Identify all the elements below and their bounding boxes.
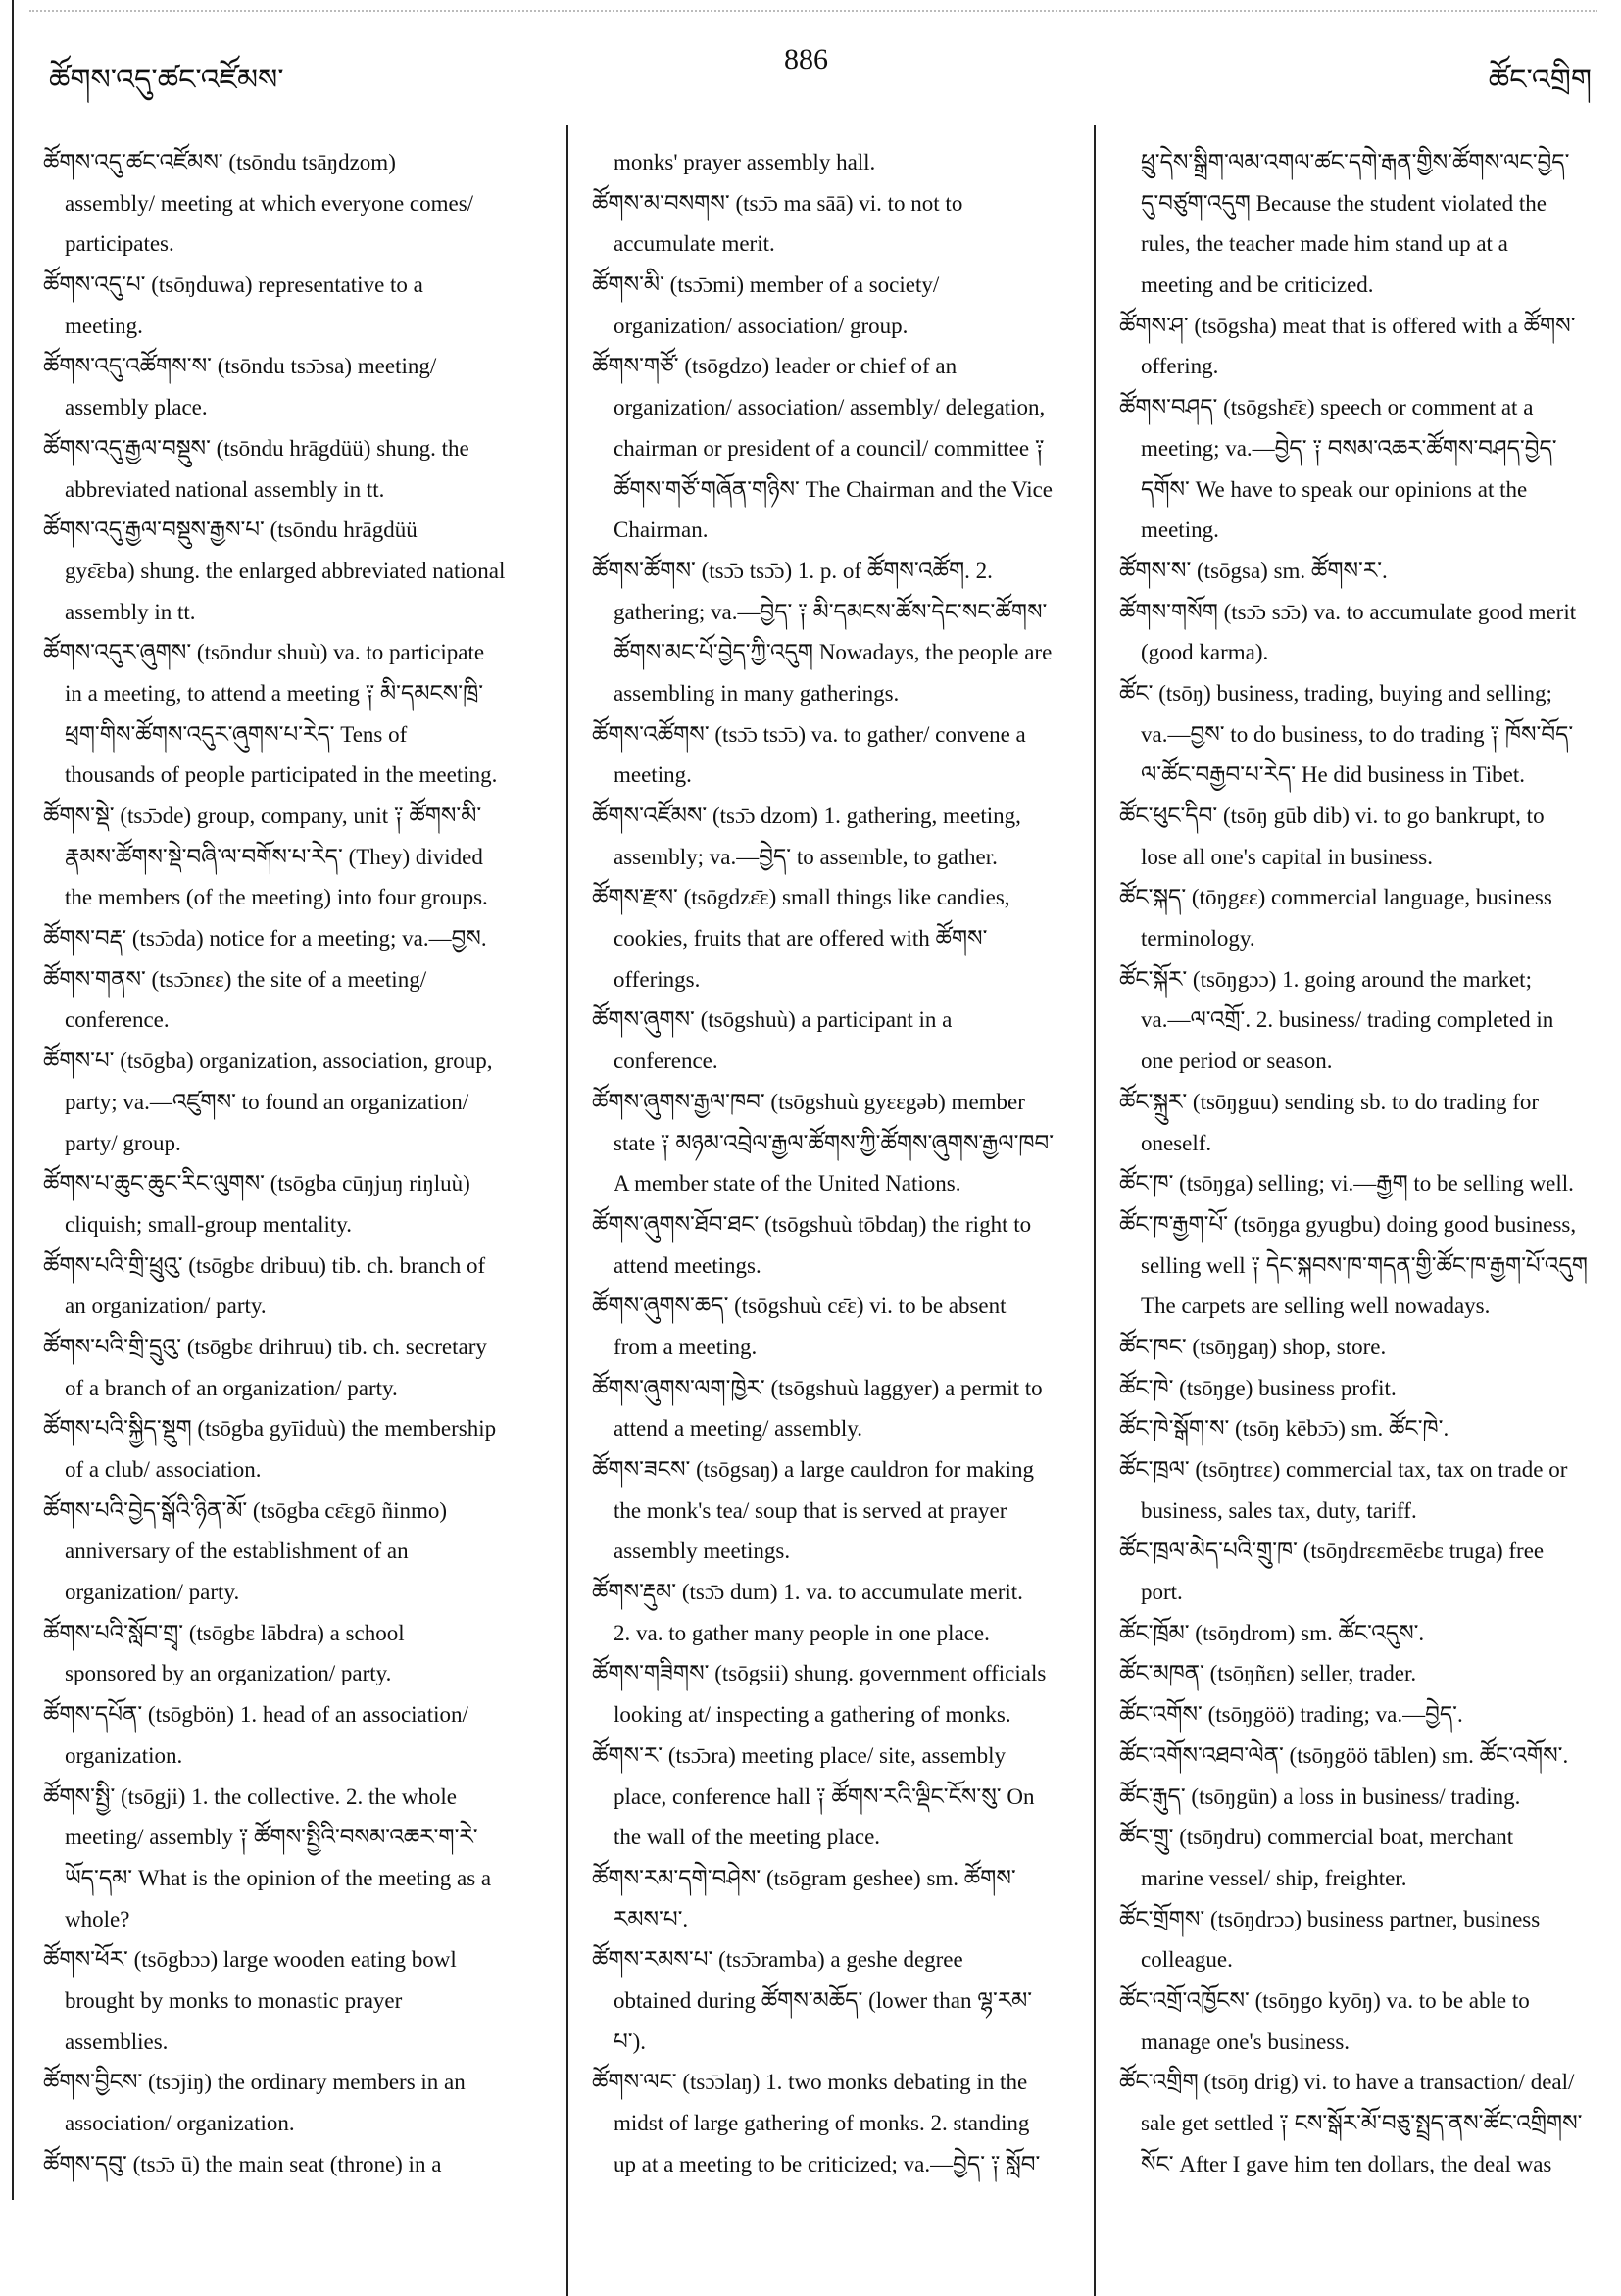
dictionary-entry bbox=[1119, 1449, 1609, 1531]
entry-definition-line: cookies, fruits that are offered with ཚོགས་ bbox=[614, 926, 988, 952]
entry-definition-line: པ་). bbox=[614, 2028, 646, 2054]
entry-headword-line: ཚོང་འགོས་ (tsōŋgöö) trading; va.—བྱེད་. bbox=[1119, 1702, 1463, 1728]
entry-definition-line: assemblies. bbox=[65, 2028, 169, 2054]
entry-definition-line: va.—བྱས་ to do business, to do trading ༑ ཁོས་བོད་ bbox=[1141, 721, 1574, 747]
entry-headword-line: ཚོགས་འདུར་ཞུགས་ (tsōndur shuù) va. to participate bbox=[43, 640, 485, 665]
entry-headword-line: ཚོགས་རམ་དགེ་བཤེས་ (tsōgram geshee) sm. ཚོགས་ bbox=[592, 1865, 1016, 1890]
entry-definition-line: anniversary of the establishment of an bbox=[65, 1539, 409, 1564]
entry-definition-line: thousands of people participated in the meeting. bbox=[65, 762, 498, 788]
dictionary-entry bbox=[43, 632, 553, 796]
entry-headword-line: ཚོང་ཁྲོམ་ (tsōŋdrom) sm. ཚོང་འདུས་. bbox=[1119, 1620, 1425, 1645]
dictionary-entry bbox=[592, 1286, 1082, 1367]
dictionary-entry bbox=[1119, 1613, 1609, 1654]
entry-definition-line: looking at/ inspecting a gathering of monks. bbox=[614, 1702, 1011, 1728]
entry-definition-line: cliquish; small-group mentality. bbox=[65, 1211, 352, 1237]
entry-headword-line: ཚོགས་བྱིངས་ (tsɔ̄jiŋ) the ordinary members in an bbox=[43, 2070, 466, 2095]
entry-definition-line: offerings. bbox=[614, 966, 701, 992]
entry-headword-line: ཚོགས་ཞུགས་རྒྱལ་ཁབ་ (tsōgshuù gyɛɛgəb) member bbox=[592, 1089, 1025, 1114]
entry-headword-line: ཚོགས་བཤད་ (tsōgshɛ̄ɛ) speech or comment at a bbox=[1119, 395, 1534, 420]
entry-definition-line: manage one's business. bbox=[1141, 2028, 1351, 2054]
dictionary-entry bbox=[592, 1735, 1082, 1858]
dictionary-entry bbox=[43, 1163, 553, 1245]
entry-definition-line: assembly in tt. bbox=[65, 599, 196, 624]
entry-definition-line: party; va.—འཛུགས་ to found an organization/ bbox=[65, 1089, 469, 1114]
entry-headword-line: ཚོང་མཁན་ (tsōŋñɛn) seller, trader. bbox=[1119, 1661, 1417, 1686]
entry-definition-line: A member state of the United Nations. bbox=[614, 1171, 961, 1197]
dictionary-entry bbox=[43, 1613, 553, 1694]
entry-definition-line: meeting; va.—བྱེད་ ༑ བསམ་འཆར་ཚོགས་བཤད་བྱེད་ bbox=[1141, 435, 1557, 461]
dictionary-entry bbox=[592, 1082, 1082, 1204]
entry-headword-line: ཚོང་རྒུད་ (tsōŋgün) a loss in business/ trading. bbox=[1119, 1783, 1521, 1809]
entry-headword-line: ཚོགས་ལང་ (tsɔ̄ɔlaŋ) 1. two monks debating in the bbox=[592, 2070, 1028, 2095]
entry-definition-line: assembly meetings. bbox=[614, 1539, 791, 1564]
dictionary-entry bbox=[592, 1653, 1082, 1734]
entry-headword-line: ཚོགས་པའི་སྐྱིད་སྡུག (tsōgba gyīiduù) the membership bbox=[43, 1416, 497, 1441]
dictionary-entry bbox=[1119, 1368, 1609, 1409]
entry-definition-line: participates. bbox=[65, 231, 174, 257]
entry-definition-line: obtained during ཚོགས་མཆོད་ (lower than ལྷ་རམ་ bbox=[614, 1987, 1033, 2013]
entry-headword-line: ཚོང་ཕུང་དིབ་ (tsōŋ gūb dib) vi. to go bankrupt, to bbox=[1119, 804, 1545, 828]
dictionary-entry bbox=[592, 1449, 1082, 1572]
entry-definition-line: conference. bbox=[65, 1007, 170, 1033]
entry-definition-line: The carpets are selling well nowadays. bbox=[1141, 1294, 1491, 1319]
entry-definition-line: place, conference hall ༑ ཚོགས་རའི་ལྡིང་ངོས་སུ་ On bbox=[614, 1783, 1035, 1809]
entry-headword-line: ཚོགས་པའི་གྲི་དྲུའུ་ (tsōgbɛ drihruu) tib. ch. secretary bbox=[43, 1334, 487, 1359]
entry-headword-line: ཚོགས་འདུ་པ་ (tsōŋduwa) representative to a bbox=[43, 272, 423, 298]
entry-headword-line: ཚོགས་འདུ་རྒྱལ་བསྡུས་ (tsōndu hrāgdüü) shung. the bbox=[43, 435, 469, 461]
entry-headword-line: ཚོང་ཁྲལ་ (tsōŋtrɛɛ) commercial tax, tax on trade or bbox=[1119, 1457, 1568, 1482]
entry-headword-line: ཚོགས་རྫས་ (tsōgdzɛ̄ɛ) small things like candies, bbox=[592, 885, 1010, 910]
dictionary-entry bbox=[1119, 1327, 1609, 1368]
entry-headword-line: ཚོགས་གསོག (tsɔ̄ɔ sɔ̄ɔ) va. to accumulate good merit bbox=[1119, 599, 1577, 624]
entry-definition-line: offering. bbox=[1141, 354, 1219, 379]
entry-headword-line: ཚོགས་ཞུགས་ཐོབ་ཐང་ (tsōgshuù tōbdaŋ) the right to bbox=[592, 1211, 1032, 1237]
entry-headword-line: ཚོང་ཁ་ (tsōŋga) selling; vi.—རྒྱག to be selling well. bbox=[1119, 1171, 1574, 1197]
entry-headword-line: ཚོགས་པའི་བྱེད་སྒོའི་ཉིན་མོ་ (tsōgba cɛ̄ɛgō ñinmo) bbox=[43, 1497, 448, 1523]
entry-definition-line: monks' prayer assembly hall. bbox=[614, 150, 876, 174]
dictionary-entry bbox=[43, 1490, 553, 1613]
entry-headword-line: ཚོགས་དབུ་ (tsɔ̄ɔ ū) the main seat (throne) in a bbox=[43, 2151, 442, 2176]
dictionary-entry bbox=[1119, 1408, 1609, 1449]
entry-headword-line: ཚོང་འགོས་འཐབ་ལེན་ (tsōŋgöö tāblen) sm. ཚོང་འགོས་. bbox=[1119, 1742, 1569, 1768]
dictionary-entry bbox=[1119, 673, 1609, 796]
entry-definition-line: sponsored by an organization/ party. bbox=[65, 1661, 392, 1686]
entry-definition-line: རམས་པ་. bbox=[614, 1906, 689, 1931]
entry-definition-line: sale get settled ༑ ངས་སྒོར་མོ་བཅུ་སྤྲད་ནས་ཚོང་འགྲིགས་ bbox=[1141, 2111, 1583, 2135]
entry-definition-line: lose all one's capital in business. bbox=[1141, 844, 1433, 869]
entry-definition-line: in a meeting, to attend a meeting ༑ མི་དམངས་ཁྲི་ bbox=[65, 680, 484, 706]
entry-definition-line: party/ group. bbox=[65, 1130, 181, 1155]
entry-definition-line: ཕྲག་གིས་ཚོགས་འདུར་ཞུགས་པ་རེད་ Tens of bbox=[65, 721, 408, 747]
scan-edge-noise bbox=[29, 10, 1597, 14]
dictionary-entry bbox=[1119, 1653, 1609, 1694]
dictionary-entry bbox=[592, 714, 1082, 796]
entry-definition-line: whole? bbox=[65, 1906, 130, 1931]
entry-definition-line: from a meeting. bbox=[614, 1334, 758, 1359]
dictionary-entry bbox=[43, 918, 553, 959]
entry-definition-line: rules, the teacher made him stand up at a bbox=[1141, 231, 1508, 257]
dictionary-entry bbox=[592, 2062, 1082, 2184]
entry-headword-line: ཚོགས་འདུ་འཚོགས་ས་ (tsōndu tsɔ̄ɔsa) meeting/ bbox=[43, 354, 437, 379]
entry-definition-line: meeting. bbox=[614, 762, 692, 788]
dictionary-entry bbox=[43, 1408, 553, 1490]
entry-headword-line: ཚོང་གྲུ་ (tsōŋdru) commercial boat, merchant bbox=[1119, 1825, 1514, 1850]
dictionary-entry bbox=[1119, 2062, 1609, 2184]
entry-definition-line: the members (of the meeting) into four groups. bbox=[65, 885, 488, 910]
dictionary-entry bbox=[592, 1939, 1082, 2062]
entry-headword-line: ཚོང་ཁ་རྒྱག་པོ་ (tsōŋga gyugbu) doing good business, bbox=[1119, 1211, 1577, 1237]
entry-definition-line: brought by monks to monastic prayer bbox=[65, 1987, 403, 2013]
dictionary-entry bbox=[1119, 1082, 1609, 1163]
entry-headword-line: ཚོང་ཁྲལ་མེད་པའི་གྲུ་ཁ་ (tsōŋdrɛɛmēɛbɛ truga) free bbox=[1119, 1539, 1545, 1564]
entry-headword-line: ཚོགས་ཕོར་ (tsōgbɔɔ) large wooden eating bowl bbox=[43, 1947, 457, 1973]
entry-headword-line: ཚོགས་མི་ (tsɔ̄ɔmi) member of a society/ bbox=[592, 272, 940, 298]
entry-definition-line: accumulate merit. bbox=[614, 231, 775, 257]
entry-headword-line: ཚོགས་པའི་སློབ་གྲྭ་ (tsōgbɛ lābdra) a school bbox=[43, 1620, 405, 1645]
entry-definition-line: 2. va. to gather many people in one place. bbox=[614, 1620, 990, 1645]
dictionary-entry bbox=[592, 1858, 1082, 1939]
dictionary-entry bbox=[43, 959, 553, 1041]
entry-headword-line: ཚོགས་གཙོ་ (tsōgdzo) leader or chief of an bbox=[592, 354, 958, 379]
dictionary-column-2 bbox=[592, 142, 1082, 2184]
entry-definition-line: meeting. bbox=[65, 313, 143, 338]
entry-definition-line: of a branch of an organization/ party. bbox=[65, 1375, 398, 1400]
entry-definition-line: business, sales tax, duty, tariff. bbox=[1141, 1497, 1417, 1523]
entry-definition-line: Chairman. bbox=[614, 517, 709, 543]
dictionary-entry bbox=[592, 1000, 1082, 1081]
entry-definition-line: དགོས་ We have to speak our opinions at the bbox=[1141, 476, 1528, 502]
entry-headword-line: ཚོགས་འཚོགས་ (tsɔ̄ɔ tsɔ̄ɔ) va. to gather/ convene a bbox=[592, 721, 1026, 747]
entry-headword-line: ཚོགས་ཚོགས་ (tsɔ̄ɔ tsɔ̄ɔ) 1. p. of ཚོགས་འཚོག. 2. bbox=[592, 558, 993, 583]
entry-definition-line: gyɛ̄ɛba) shung. the enlarged abbreviated national bbox=[65, 558, 506, 583]
entry-definition-line: assembly place. bbox=[65, 395, 208, 420]
entry-definition-line: organization/ association/ group. bbox=[614, 313, 909, 338]
dictionary-entry bbox=[1119, 1735, 1609, 1777]
dictionary-entry bbox=[1119, 1531, 1609, 1612]
entry-definition-line: gathering; va.—བྱེད་ ༑ མི་དམངས་ཚོས་དེང་སང་ཚོགས་ bbox=[614, 599, 1048, 624]
entry-definition-line: སོང་ After I gave him ten dollars, the deal was bbox=[1141, 2151, 1552, 2176]
dictionary-entry bbox=[43, 2062, 553, 2143]
dictionary-entry bbox=[1119, 959, 1609, 1082]
entry-definition-line: organization/ party. bbox=[65, 1580, 240, 1605]
dictionary-entry bbox=[1119, 1980, 1609, 2062]
dictionary-entry bbox=[1119, 1163, 1609, 1204]
dictionary-entry bbox=[1119, 592, 1609, 673]
entry-headword-line: ཚོང་ཁང་ (tsōŋgaŋ) shop, store. bbox=[1119, 1334, 1387, 1359]
entry-definition-line: organization/ association/ assembly/ delegation, bbox=[614, 395, 1046, 420]
entry-definition-line: organization. bbox=[65, 1742, 183, 1768]
entry-headword-line: ཚོགས་པའི་གྲི་ཕྲུའུ་ (tsōgbɛ dribuu) tib. ch. branch of bbox=[43, 1252, 486, 1278]
dictionary-entry bbox=[592, 1204, 1082, 1286]
entry-definition-line: association/ organization. bbox=[65, 2111, 295, 2135]
entry-definition-line: the monk's tea/ soup that is served at prayer bbox=[614, 1497, 1007, 1523]
entry-definition-line: conference. bbox=[614, 1049, 718, 1074]
entry-definition-line: ལ་ཚོང་བརྒྱབ་པ་རེད་ He did business in Tibet. bbox=[1141, 762, 1525, 788]
entry-definition-line: an organization/ party. bbox=[65, 1294, 267, 1319]
dictionary-entry bbox=[592, 265, 1082, 346]
entry-definition-line: colleague. bbox=[1141, 1947, 1233, 1973]
entry-headword-line: ཚོགས་འདུ་རྒྱལ་བསྡུས་རྒྱས་པ་ (tsōndu hrāgdüü bbox=[43, 517, 418, 543]
right-guide-word: ཚོང་འགྲིག bbox=[1488, 64, 1592, 96]
dictionary-entry bbox=[43, 142, 553, 265]
entry-headword-line: ཚོགས་མ་བསགས་ (tsɔ̄ɔ ma sāā) vi. to not to bbox=[592, 190, 963, 216]
left-guide-word: ཚོགས་འདུ་ཚང་འཛོམས་ bbox=[49, 64, 284, 96]
entry-definition-line: assembly; va.—བྱེད་ to assemble, to gather. bbox=[614, 844, 998, 869]
dictionary-entry bbox=[1119, 306, 1609, 387]
dictionary-entry bbox=[43, 1777, 553, 1940]
entry-definition-line: one period or season. bbox=[1141, 1049, 1333, 1074]
entry-definition-line: ཚོགས་གཙོ་གཞོན་གཉིས་ The Chairman and the Vice bbox=[614, 476, 1054, 502]
dictionary-entry bbox=[43, 1327, 553, 1408]
entry-definition-line: selling well ༑ དེང་སྐབས་ཁ་གདན་གྱི་ཚོང་ཁ་རྒྱག་པོ་འདུག bbox=[1141, 1252, 1588, 1278]
entry-definition-line: va.—ལ་འགྲོ་. 2. business/ trading completed in bbox=[1141, 1007, 1554, 1033]
dictionary-entry bbox=[1119, 796, 1609, 877]
entry-headword-line: ཚོང་སྐད་ (tōŋgɛɛ) commercial language, business bbox=[1119, 885, 1552, 910]
dictionary-entry-continued bbox=[592, 142, 1082, 183]
entry-definition-line: of a club/ association. bbox=[65, 1457, 262, 1482]
entry-definition-line: meeting and be criticized. bbox=[1141, 272, 1374, 298]
entry-headword-line: ཚོགས་གཟིགས་ (tsōgsii) shung. government officials bbox=[592, 1661, 1047, 1686]
entry-definition-line: meeting. bbox=[1141, 517, 1219, 543]
dictionary-entry bbox=[1119, 1817, 1609, 1898]
entry-headword-line: ཚོགས་ཞུགས་ལག་ཁྱེར་ (tsōgshuù laggyer) a permit to bbox=[592, 1375, 1043, 1400]
entry-definition-line: (good karma). bbox=[1141, 640, 1269, 665]
entry-definition-line: ཕྲུ་དེས་སྒྲིག་ལམ་འགལ་ཚང་དགེ་རྒན་གྱིས་ཚོགས་ལང་བྱེད་ bbox=[1141, 150, 1570, 174]
entry-definition-line: attend a meeting/ assembly. bbox=[614, 1416, 862, 1441]
entry-headword-line: ཚོགས་བརྡ་ (tsɔ̄ɔda) notice for a meeting; va.—བྱས. bbox=[43, 926, 487, 952]
entry-headword-line: ཚོགས་པ་ཆུང་ཆུང་རིང་ལུགས་ (tsōgba cūŋjuŋ riŋluù) bbox=[43, 1171, 470, 1197]
page-edge-line bbox=[12, 0, 14, 2200]
entry-definition-line: assembling in many gatherings. bbox=[614, 680, 900, 706]
entry-definition-line: marine vessel/ ship, freighter. bbox=[1141, 1865, 1407, 1890]
entry-definition-line: attend meetings. bbox=[614, 1252, 761, 1278]
entry-definition-line: abbreviated national assembly in tt. bbox=[65, 476, 385, 502]
entry-definition-line: up at a meeting to be criticized; va.—བྱེད་ ༑ སློབ་ bbox=[614, 2151, 1041, 2176]
entry-headword-line: ཚོགས་ཟངས་ (tsōgsaŋ) a large cauldron for making bbox=[592, 1457, 1035, 1482]
entry-headword-line: ཚོགས་རྡུམ་ (tsɔ̄ɔ dum) 1. va. to accumulate merit. bbox=[592, 1580, 1023, 1605]
dictionary-entry bbox=[43, 265, 553, 346]
dictionary-entry bbox=[592, 183, 1082, 265]
entry-headword-line: ཚོགས་གནས་ (tsɔ̄ɔnɛɛ) the site of a meeting/ bbox=[43, 966, 427, 992]
dictionary-column-1 bbox=[43, 142, 553, 2184]
dictionary-entry bbox=[1119, 1899, 1609, 1980]
dictionary-entry bbox=[1119, 1694, 1609, 1735]
dictionary-entry bbox=[1119, 1204, 1609, 1327]
dictionary-entry bbox=[43, 796, 553, 918]
entry-headword-line: ཚོགས་ར་ (tsɔ̄ɔra) meeting place/ site, assembly bbox=[592, 1742, 1007, 1768]
entry-headword-line: ཚོང་འགྲིག (tsōŋ drig) vi. to have a transaction/ deal/ bbox=[1119, 2070, 1575, 2095]
dictionary-entry bbox=[43, 510, 553, 632]
entry-definition-line: meeting/ assembly ༑ ཚོགས་སྤྱིའི་བསམ་འཆར་ག་རེ་ bbox=[65, 1825, 478, 1850]
dictionary-column-3 bbox=[1119, 142, 1609, 2184]
column-divider bbox=[566, 125, 568, 2296]
dictionary-entry bbox=[592, 551, 1082, 714]
entry-definition-line: port. bbox=[1141, 1580, 1183, 1605]
entry-definition-line: ཡོད་དམ་ What is the opinion of the meeting as a bbox=[65, 1865, 492, 1890]
entry-headword-line: ཚོགས་སྡེ་ (tsɔ̄ɔde) group, company, unit ༑ ཚོགས་མི་ bbox=[43, 804, 482, 828]
entry-headword-line: ཚོགས་ས་ (tsōgsa) sm. ཚོགས་ར་. bbox=[1119, 558, 1388, 583]
entry-headword-line: ཚོགས་པ་ (tsōgba) organization, association, group, bbox=[43, 1049, 493, 1074]
entry-headword-line: ཚོང་ཁེ་ (tsōŋge) business profit. bbox=[1119, 1375, 1397, 1400]
dictionary-entry bbox=[43, 428, 553, 510]
dictionary-entry bbox=[592, 877, 1082, 1000]
dictionary-entry bbox=[592, 1572, 1082, 1653]
entry-definition-line: assembly/ meeting at which everyone comes/ bbox=[65, 190, 474, 216]
entry-headword-line: ཚོགས་འཛོམས་ (tsɔ̄ɔ dzom) 1. gathering, meeting, bbox=[592, 804, 1021, 828]
entry-definition-line: chairman or president of a council/ committee ༑ bbox=[614, 435, 1045, 461]
dictionary-entry bbox=[43, 346, 553, 427]
entry-headword-line: ཚོགས་སྤྱི་ (tsōgji) 1. the collective. 2. the whole bbox=[43, 1783, 458, 1809]
dictionary-entry bbox=[43, 1246, 553, 1327]
entry-definition-line: དུ་བཙུག་འདུག Because the student violated the bbox=[1141, 190, 1547, 216]
dictionary-entry bbox=[1119, 877, 1609, 958]
entry-definition-line: རྣམས་ཚོགས་སྡེ་བཞི་ལ་བགོས་པ་རེད་ (They) divided bbox=[65, 844, 483, 869]
dictionary-entry bbox=[592, 796, 1082, 877]
entry-definition-line: the wall of the meeting place. bbox=[614, 1825, 881, 1850]
dictionary-entry bbox=[592, 346, 1082, 550]
entry-headword-line: ཚོགས་ཤ་ (tsōgsha) meat that is offered with a ཚོགས་ bbox=[1119, 313, 1576, 338]
entry-headword-line: ཚོང་གྲོགས་ (tsōŋdrɔɔ) business partner, business bbox=[1119, 1906, 1541, 1931]
entry-definition-line: terminology. bbox=[1141, 926, 1255, 952]
page-number: 886 bbox=[784, 43, 828, 75]
entry-headword-line: ཚོགས་ཞུགས་ (tsōgshuù) a participant in a bbox=[592, 1007, 953, 1033]
column-divider bbox=[1094, 125, 1096, 2296]
dictionary-entry bbox=[43, 1939, 553, 2062]
entry-headword-line: ཚོགས་ཞུགས་ཆད་ (tsōgshuù cɛ̄ɛ) vi. to be absent bbox=[592, 1294, 1007, 1319]
entry-headword-line: ཚོང་སྐྲུར་ (tsōŋguu) sending sb. to do trading for bbox=[1119, 1089, 1540, 1114]
entry-definition-line: state ༑ མཉམ་འབྲེལ་རྒྱལ་ཚོགས་ཀྱི་ཚོགས་ཞུགས་རྒྱལ་ཁབ་ bbox=[614, 1130, 1055, 1155]
entry-headword-line: ཚོང་ (tsōŋ) business, trading, buying and selling; bbox=[1119, 680, 1552, 706]
dictionary-entry bbox=[1119, 387, 1609, 551]
dictionary-entry-continued bbox=[1119, 142, 1609, 306]
dictionary-entry bbox=[43, 1694, 553, 1776]
entry-headword-line: ཚོང་སྐོར་ (tsōŋgɔɔ) 1. going around the market; bbox=[1119, 966, 1532, 992]
entry-headword-line: ཚོགས་དཔོན་ (tsōgbön) 1. head of an association/ bbox=[43, 1702, 468, 1728]
entry-headword-line: ཚོང་འགྲོ་འཁྱོངས་ (tsōŋgo kyōŋ) va. to be able to bbox=[1119, 1987, 1530, 2013]
entry-definition-line: midst of large gathering of monks. 2. standing bbox=[614, 2111, 1030, 2135]
entry-headword-line: ཚོགས་རམས་པ་ (tsɔ̄ɔramba) a geshe degree bbox=[592, 1947, 963, 1973]
dictionary-entry bbox=[43, 1041, 553, 1163]
entry-definition-line: ཚོགས་མང་པོ་བྱེད་ཀྱི་འདུག Nowadays, the people are bbox=[614, 640, 1053, 665]
dictionary-entry bbox=[592, 1368, 1082, 1449]
dictionary-entry bbox=[1119, 551, 1609, 592]
entry-headword-line: ཚོང་ཁེ་སྒོག་ས་ (tsōŋ kēbɔ̄ɔ) sm. ཚོང་ཁེ་. bbox=[1119, 1416, 1449, 1441]
dictionary-entry bbox=[1119, 1777, 1609, 1818]
entry-definition-line: oneself. bbox=[1141, 1130, 1212, 1155]
dictionary-entry bbox=[43, 2144, 553, 2185]
entry-headword-line: ཚོགས་འདུ་ཚང་འཛོམས་ (tsōndu tsāŋdzom) bbox=[43, 150, 396, 174]
